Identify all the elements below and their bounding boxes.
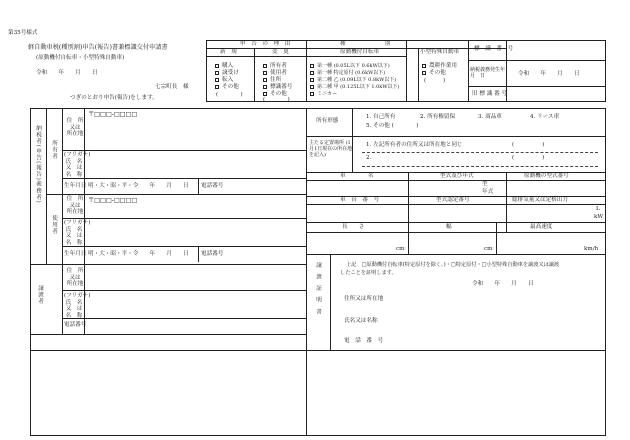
storage-paren-1: ( ) [512,142,545,148]
transferor-name-label: (フリガナ) 氏 名 又 は 名 称 [64,293,91,320]
ownership-opt-4[interactable]: 4. リース車 [530,114,560,120]
vehicle-motor-item: ミニカー [317,91,338,97]
spec-cert-label: 型式認定番号 [436,197,470,203]
width-unit: cm [484,246,493,252]
form-title: 軽自動車税(種別割)申告(報告)書兼標識交付申請書 [28,44,168,51]
ownership-opt-3[interactable]: 3. 商品車 [478,114,502,120]
user-phone-label: 電話番号 [201,251,224,257]
checkbox-small-farm[interactable] [422,64,426,68]
speed-unit: km/h [584,246,599,252]
transfer-name-label: 氏名又は名称 [344,318,378,324]
transferor-phone-label: 電話番号 [64,322,87,328]
vehicle-small-item: その他 [429,70,446,76]
ownership-opt-1[interactable]: 1. 自己所有 [366,114,396,120]
reason-change-other-paren: ( ) [263,97,290,103]
spec-maker-label: 車 名 [340,173,374,179]
reason-new-item: その他 [222,84,239,90]
owner-postal[interactable]: 〒□□□-□□□□ [88,111,138,118]
checkbox-change-plate[interactable] [263,85,267,89]
user-birth-value[interactable]: 明・大・昭・平・令 年 月 日 [88,251,189,257]
vehicle-motor-header: 原動機付自転車 [340,49,380,55]
transfer-statement-2: したことを証明します。 [340,270,397,276]
transferor-vertical-label: 譲渡者 [37,285,43,305]
vehicle-motor-item: 第二種 甲 (0.125L以下 1.0kW以下) [317,84,400,90]
user-name-label: (フリガナ) 氏 名 又 は 名 称 [64,220,91,247]
checkbox-motor-2[interactable] [310,71,314,75]
checkbox-motor-4[interactable] [310,85,314,89]
spec-year-unit: 年式 [482,189,494,195]
checkbox-motor-3[interactable] [310,78,314,82]
spec-displacement-label: 総排気量又は定格出力 [512,197,568,203]
plate-number-label: 標 識 番 号 [474,46,514,52]
disp-unit-l: L [596,206,600,212]
owner-address-label: 住 所 又は 所在地 [66,118,84,138]
reason-change-item: 所有者 [270,63,287,69]
transferor-address-label: 住 所 又は 所在地 [66,268,84,288]
transfer-vertical-label: 譲渡証明書 [315,262,321,320]
reason-new-item: 転入 [222,77,234,83]
reason-change-header: 変 更 [272,49,289,55]
owner-birth-label: 生年月日 [64,183,87,189]
transfer-phone-label: 電 話 番 号 [344,338,384,344]
owner-vertical-label: 所有者 [51,140,57,160]
ownership-opt-5[interactable]: 5. その他 ( ) [366,123,419,129]
spec-model-label: 型式及び年式 [440,173,474,179]
owner-name-label: (フリガナ) 氏 名 又 は 名 称 [64,152,91,179]
taxpayer-vertical-label: 納税者(申告(報告)義務者) [35,125,41,204]
reason-change-item: その他 [270,91,287,97]
reason-new-header: 新 規 [220,49,237,55]
vehicle-motor-item: 第一種 (0.05L以下 0.6kW以下) [317,63,390,69]
vehicle-small-header: 小型特殊自動車 [420,49,460,55]
storage-label: 主たる定置場所 (1月1日現在の所在地を記入) [309,140,353,158]
form-subtitle: (原動機付自転車・小型特殊自動車) [36,55,125,61]
old-plate-label: 旧 標 識 番 号 [472,91,508,97]
ownership-label: 所有形態 [316,118,339,124]
spec-speed-label: 最高速度 [530,224,553,230]
spec-frame-label: 車 台 番 号 [340,197,380,203]
checkbox-change-address[interactable] [263,78,267,82]
reason-change-item: 使用者 [270,70,287,76]
addressee: 七宗町長 様 [155,84,189,90]
user-postal[interactable]: 〒□□□-□□□□ [88,197,138,204]
vehicle-motor-item: 第一種 特定原付 (0.6kW以下) [317,70,386,76]
checkbox-change-other[interactable] [263,92,267,96]
reason-new-item: 譲受け [222,70,239,76]
length-unit: cm [396,246,405,252]
reason-change-item: 標識番号 [270,84,293,90]
tax-start-label: 納税義務発生年 月 日 [470,67,511,79]
transfer-statement-1: 上記 □原動機付自転車(特定原付を除く。)・□特定原付・□小型特殊自動車を譲渡又は譲渡 [346,262,560,268]
tax-start-date: 令和 年 月 日 [518,71,580,77]
checkbox-motor-1[interactable] [310,64,314,68]
form-number: 第35号様式 [8,30,38,36]
application-date: 令和 年 月 日 [36,70,98,76]
owner-phone-label: 電話番号 [201,183,224,189]
checkbox-change-owner[interactable] [263,64,267,68]
owner-birth-value[interactable]: 明・大・昭・平・令 年 月 日 [88,183,189,189]
declaration-statement: つぎのとおり申告(報告)をします。 [70,95,158,101]
checkbox-change-user[interactable] [263,71,267,75]
user-address-label: 住 所 又は 所在地 [66,196,84,216]
reason-new-other-paren: ( ) [216,92,243,98]
user-birth-label: 生年月日 [64,251,87,257]
checkbox-new-transfer[interactable] [215,71,219,75]
vehicle-type-header: 種 別 [340,41,391,47]
user-vertical-label: 使用者 [51,215,57,235]
disp-unit-kw: kW [594,214,604,220]
spec-length-label: 長 さ [342,224,365,230]
vehicle-small-item: 農耕作業用 [429,63,457,69]
checkbox-new-movein[interactable] [215,78,219,82]
storage-opt-1[interactable]: 1. 左記所有者の住所又は所在地と同じ [366,142,463,148]
storage-paren-2: ( ) [512,155,545,161]
transfer-date: 令和 年 月 日 [472,281,534,287]
spec-model-unit: 型 [482,181,488,187]
checkbox-new-other[interactable] [215,85,219,89]
reason-change-item: 住所 [270,77,282,83]
reason-header: 申 告 の 理 由 [240,41,291,47]
transfer-address-label: 住所又は所在地 [344,296,384,302]
checkbox-small-other[interactable] [422,71,426,75]
spec-width-label: 幅 [446,224,452,230]
checkbox-minicar[interactable] [310,92,314,96]
checkbox-new-purchase[interactable] [215,64,219,68]
vehicle-motor-item: 第二種 乙 (0.09L以下 0.8kW以下) [317,77,397,83]
storage-opt-2[interactable]: 2. [366,155,372,161]
vehicle-small-paren: ( ) [424,78,446,84]
spec-engine-label: 原動機の型式番号 [524,173,569,179]
ownership-opt-2[interactable]: 2. 所有権留保 [420,114,456,120]
reason-new-item: 購入 [222,63,234,69]
